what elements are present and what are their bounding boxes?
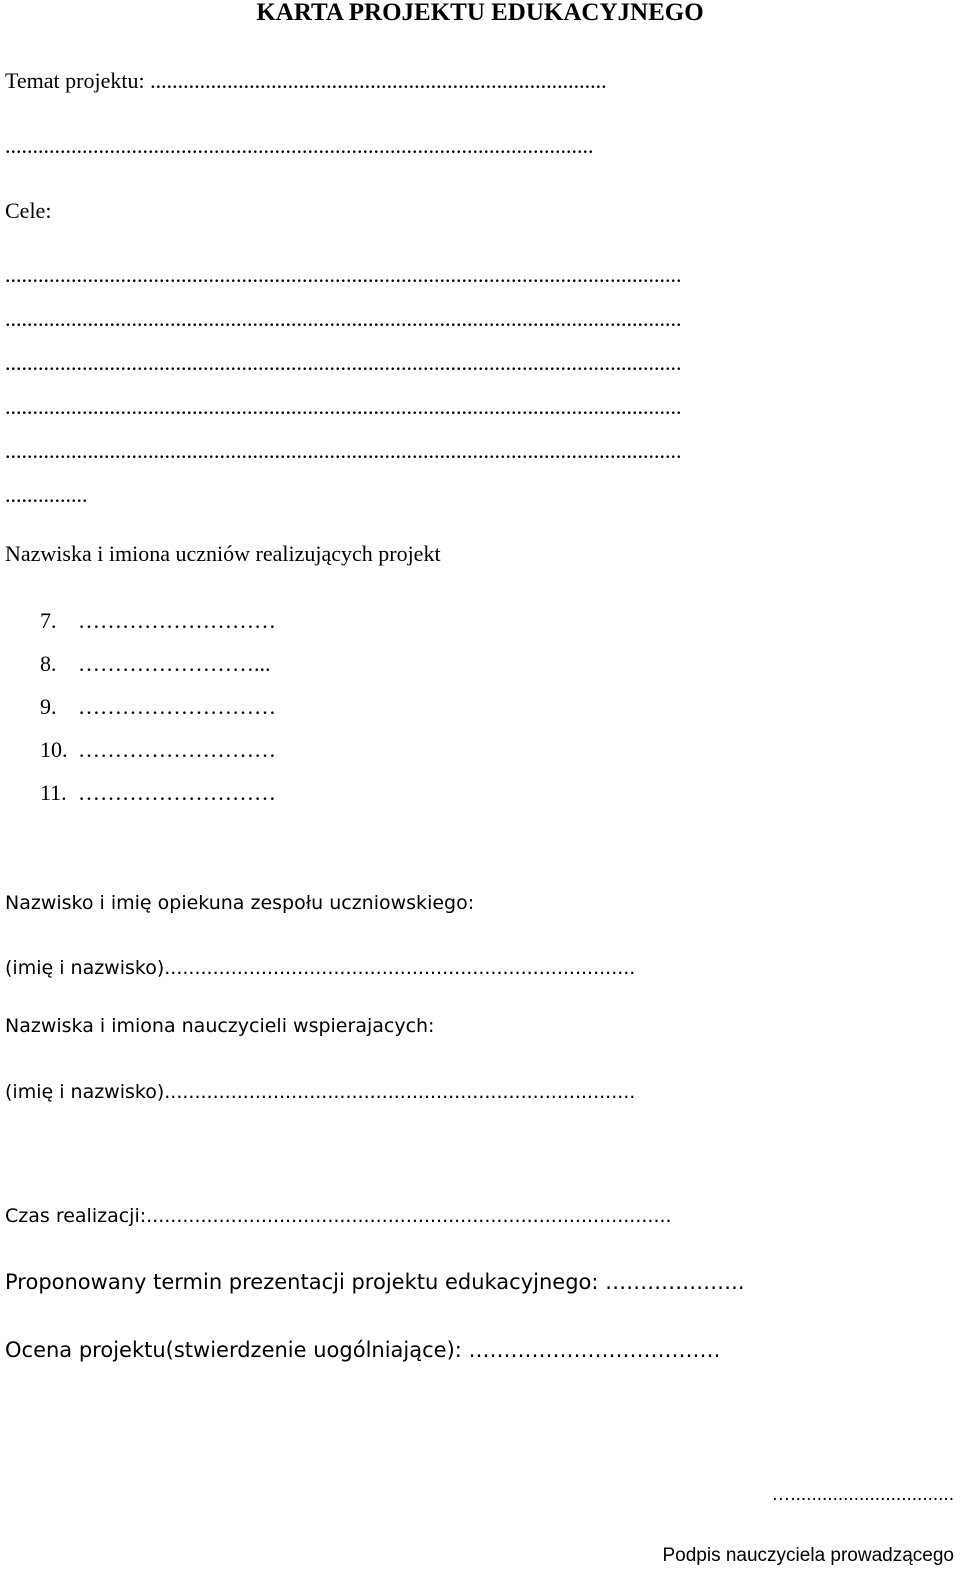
goals-line: ............... <box>5 484 88 506</box>
list-item <box>40 737 276 762</box>
list-item-number: 7. <box>40 608 57 633</box>
list-item-number: 8. <box>40 651 57 676</box>
evaluation-field: Ocena projektu(stwierdzenie uogólniające): ……………………………… <box>5 1338 721 1362</box>
topic-continuation-line: ........................................................................................................... <box>5 133 594 158</box>
supervisor-name-field: (imię i nazwisko).............................................................................. <box>5 957 636 979</box>
goals-line: ........................................................................................................................... <box>5 440 682 462</box>
duration-field: Czas realizacji:....................................................................................... <box>5 1205 672 1227</box>
list-item-fill: ……………………… <box>78 737 276 762</box>
signature-line: …............................... <box>771 1484 954 1505</box>
list-item <box>40 780 276 805</box>
teachers-name-field: (imię i nazwisko).............................................................................. <box>5 1081 636 1103</box>
list-item-number: 9. <box>40 694 57 719</box>
document-title: KARTA PROJEKTU EDUKACYJNEGO <box>256 0 704 26</box>
teachers-label: Nazwiska i imiona nauczycieli wspierajacych: <box>5 1015 435 1037</box>
list-item-fill: ……………………… <box>78 780 276 805</box>
list-item <box>40 608 276 633</box>
goals-label: Cele: <box>5 198 52 223</box>
list-item-fill: ……………………... <box>78 651 271 676</box>
topic-field: Temat projektu: ................................................................................... <box>5 68 607 93</box>
list-item-number: 10. <box>40 737 68 762</box>
signature-label: Podpis nauczyciela prowadzącego <box>662 1545 954 1566</box>
goals-line: ........................................................................................................................... <box>5 352 682 374</box>
list-item-fill: ……………………… <box>78 608 276 633</box>
supervisor-label: Nazwisko i imię opiekuna zespołu uczniowskiego: <box>5 892 475 914</box>
students-label: Nazwiska i imiona uczniów realizujących projekt <box>5 541 441 566</box>
presentation-date-field: Proponowany termin prezentacji projektu edukacyjnego: ……………….. <box>5 1270 745 1294</box>
list-item-fill: ……………………… <box>78 694 276 719</box>
goals-line: ........................................................................................................................... <box>5 396 682 418</box>
list-item-number: 11. <box>40 780 67 805</box>
list-item <box>40 694 276 719</box>
goals-line: ........................................................................................................................... <box>5 308 682 330</box>
goals-line: ........................................................................................................................... <box>5 264 682 286</box>
list-item <box>40 651 271 676</box>
